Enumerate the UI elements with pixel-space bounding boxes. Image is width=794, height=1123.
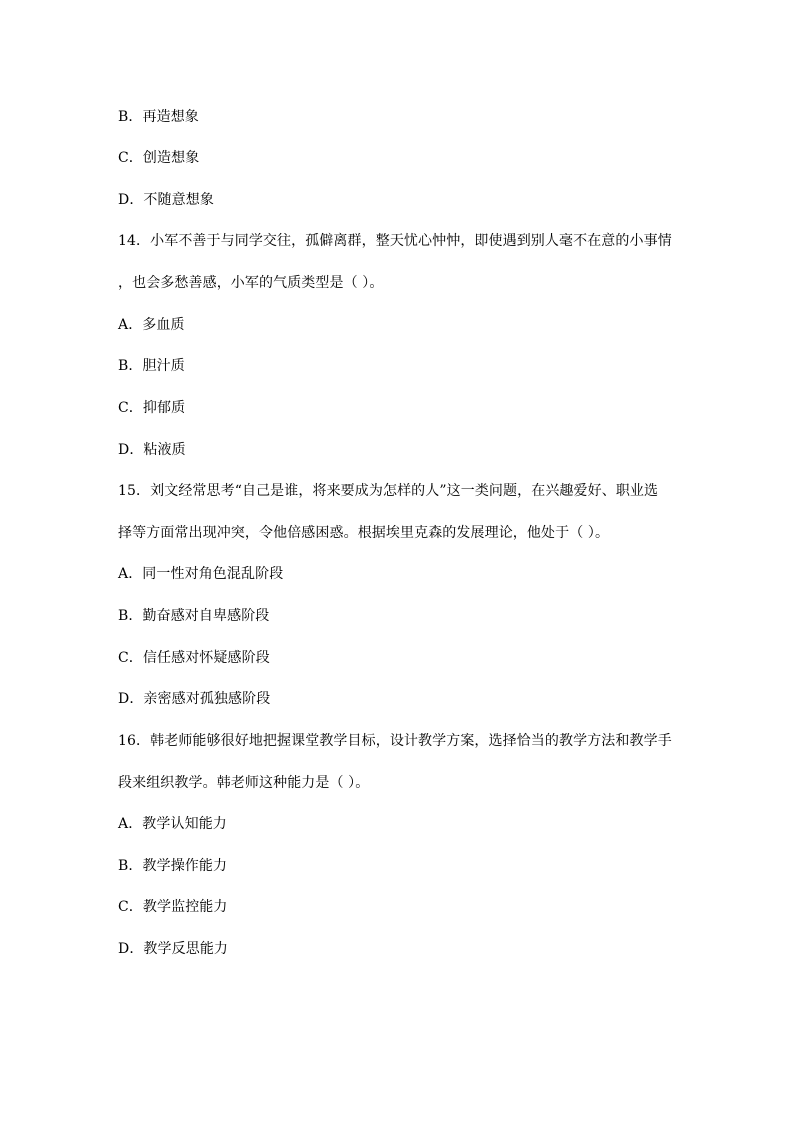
option-15-a: A．同一性对角色混乱阶段: [118, 566, 284, 582]
option-14-d: D．粘液质: [118, 442, 186, 458]
option-14-a: A．多血质: [118, 317, 185, 333]
question-15-line-2: 择等方面常出现冲突，令他倍感困惑。根据埃里克森的发展理论，他处于（ ）。: [118, 525, 610, 541]
question-16-line-1: 16．韩老师能够很好地把握课堂教学目标，设计教学方案，选择恰当的教学方法和教学手: [118, 733, 672, 749]
option-13-d: D．不随意想象: [118, 192, 214, 208]
question-14-line-2: ，也会多愁善感，小军的气质类型是（ ）。: [118, 275, 384, 291]
option-13-b: B．再造想象: [118, 109, 199, 125]
option-15-c: C．信任感对怀疑感阶段: [118, 650, 270, 666]
question-14-line-1: 14．小军不善于与同学交往，孤僻离群，整天忧心忡忡，即使遇到别人毫不在意的小事情: [118, 233, 672, 249]
option-16-c: C．教学监控能力: [118, 899, 228, 915]
option-16-a: A．教学认知能力: [118, 816, 227, 832]
question-15-line-1: 15．刘文经常思考“自己是谁，将来要成为怎样的人”这一类问题，在兴趣爱好、职业选: [118, 483, 659, 499]
option-16-d: D．教学反思能力: [118, 941, 229, 957]
option-14-c: C．抑郁质: [118, 400, 186, 416]
option-15-b: B．勤奋感对自卑感阶段: [118, 608, 270, 624]
option-16-b: B．教学操作能力: [118, 858, 228, 874]
question-16-line-2: 段来组织教学。韩老师这种能力是（ ）。: [118, 775, 370, 791]
option-15-d: D．亲密感对孤独感阶段: [118, 691, 271, 707]
option-14-b: B．胆汁质: [118, 358, 185, 374]
option-13-c: C．创造想象: [118, 150, 200, 166]
